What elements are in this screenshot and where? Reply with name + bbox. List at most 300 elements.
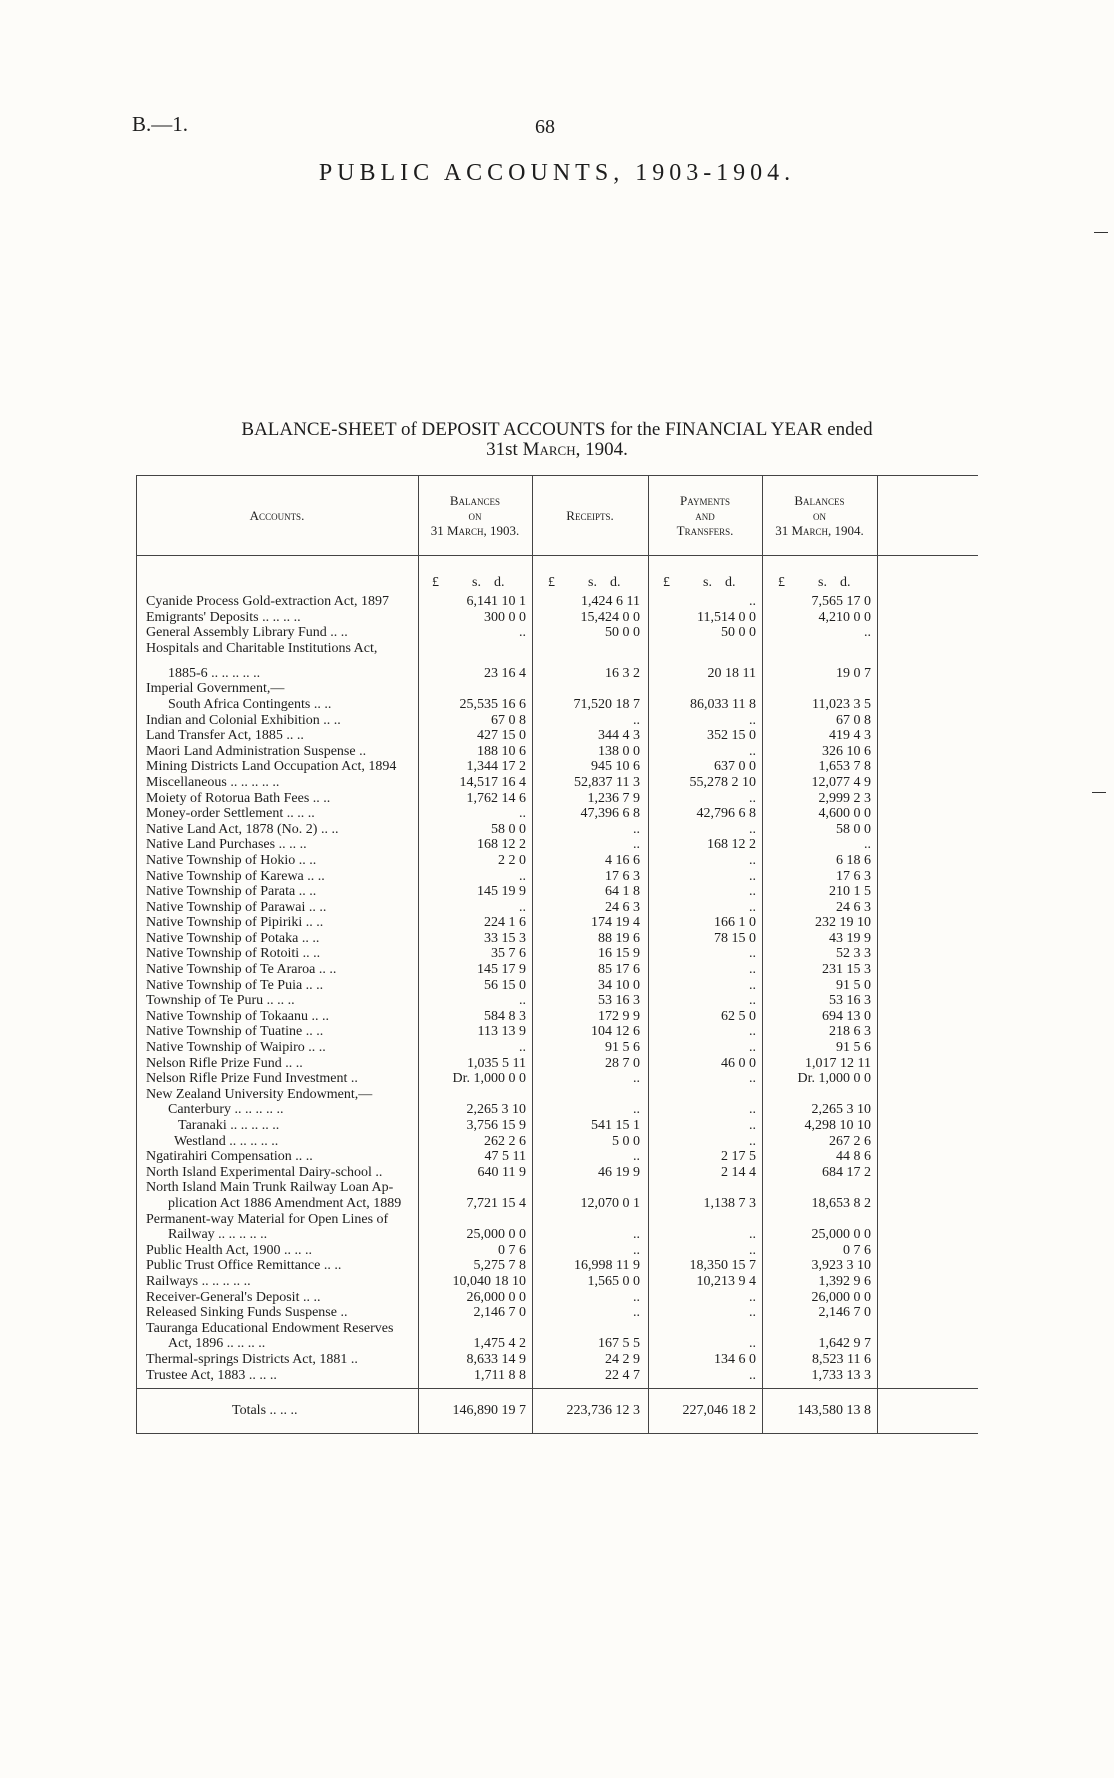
payments-cell: 42,796 6 8 — [696, 806, 756, 822]
payments-cell: .. — [749, 1305, 756, 1321]
header-line: Balances — [449, 492, 501, 508]
account-label: Native Township of Tokaanu .. .. — [146, 1008, 329, 1024]
balance-1904-cell: 684 17 2 — [822, 1164, 871, 1180]
page-number: 68 — [535, 116, 555, 138]
payments-cell: .. — [749, 594, 756, 609]
receipts-cell: 17 6 3 — [605, 868, 640, 884]
receipts-cell: 945 10 6 — [591, 759, 640, 775]
account-label: Native Township of Hokio .. .. — [146, 852, 317, 868]
unit-label: s. — [818, 575, 827, 590]
balance-1904-cell: 7,565 17 0 — [811, 594, 871, 609]
receipts-cell: .. — [633, 1242, 640, 1258]
sheet-title-line2 — [0, 440, 1114, 460]
payments-cell: .. — [749, 821, 756, 837]
account-label: North Island Main Trunk Railway Loan Ap- — [146, 1180, 394, 1196]
balance-1903-cell: 640 11 9 — [477, 1164, 526, 1180]
balance-1903-cell: 145 17 9 — [477, 962, 526, 978]
balance-1904-cell: 3,923 3 10 — [811, 1258, 871, 1274]
table-row — [136, 1102, 978, 1118]
balance-1903-cell: 2 2 0 — [498, 852, 526, 868]
payments-cell: .. — [749, 1289, 756, 1305]
payments-cell: .. — [749, 852, 756, 868]
payments-cell: .. — [749, 1133, 756, 1149]
balance-1904-cell: 694 13 0 — [822, 1008, 871, 1024]
page-title: PUBLIC ACCOUNTS, 1903-1904. — [318, 160, 796, 186]
payments-cell: 78 15 0 — [714, 930, 756, 946]
table-row — [136, 1165, 978, 1181]
receipts-cell: 16 3 2 — [605, 665, 640, 681]
balance-1904-cell: 8,523 11 6 — [812, 1351, 871, 1367]
balance-1903-cell: 427 15 0 — [477, 728, 526, 744]
payments-cell: .. — [749, 868, 756, 884]
account-label: Permanent-way Material for Open Lines of — [146, 1211, 389, 1227]
receipts-cell: .. — [633, 821, 640, 837]
payments-cell: 46 0 0 — [721, 1055, 756, 1071]
balance-1904-cell: 2,146 7 0 — [818, 1305, 871, 1321]
account-label: Miscellaneous .. .. .. .. .. — [146, 774, 280, 790]
receipts-cell: .. — [633, 1149, 640, 1165]
balance-1903-cell: 33 15 3 — [484, 930, 526, 946]
account-label: Public Health Act, 1900 .. .. .. — [146, 1242, 313, 1258]
payments-cell: 2 17 5 — [721, 1149, 756, 1165]
balance-1903-cell: 23 16 4 — [484, 665, 526, 681]
payments-cell: 1,138 7 3 — [703, 1195, 756, 1211]
balance-1903-cell: 1,035 5 11 — [467, 1055, 526, 1071]
account-label: Native Township of Pipiriki .. .. — [146, 915, 324, 931]
account-label: Nelson Rifle Prize Fund .. .. — [146, 1055, 303, 1071]
account-label: 1885-6 .. .. .. .. .. — [168, 665, 261, 681]
account-label: plication Act 1886 Amendment Act, 1889 — [168, 1195, 402, 1211]
table-row — [136, 1274, 978, 1290]
payments-cell: 2 14 4 — [721, 1164, 756, 1180]
receipts-cell: 53 16 3 — [598, 993, 640, 1009]
sheet-title-date-prefix: 31st — [486, 439, 518, 460]
balance-1903-cell: .. — [519, 1040, 526, 1056]
balance-1904-cell: 4,210 0 0 — [818, 609, 871, 625]
balance-1904-cell: 1,642 9 7 — [818, 1336, 871, 1352]
balance-1903-cell: 67 0 8 — [491, 712, 526, 728]
account-label: Thermal-springs Districts Act, 1881 .. — [146, 1351, 358, 1367]
receipts-cell: 16 15 9 — [598, 946, 640, 962]
balance-1903-cell: 1,711 8 8 — [474, 1367, 526, 1383]
unit-label: £ — [663, 575, 670, 590]
receipts-cell: 1,565 0 0 — [587, 1273, 640, 1289]
receipts-cell: .. — [633, 712, 640, 728]
table-row — [136, 656, 978, 681]
balance-1904-cell: 419 4 3 — [829, 728, 871, 744]
receipts-cell: 16,998 11 9 — [574, 1258, 640, 1274]
receipts-cell: 104 12 6 — [591, 1024, 640, 1040]
header-line: on — [468, 507, 482, 523]
receipts-cell: 172 9 9 — [598, 1008, 640, 1024]
balance-1903-cell: .. — [519, 868, 526, 884]
account-label: Moiety of Rotorua Bath Fees .. .. — [146, 790, 331, 806]
margin-mark — [1092, 792, 1106, 793]
receipts-cell: .. — [633, 1289, 640, 1305]
balance-1904-cell: .. — [864, 837, 871, 853]
table-row — [136, 1305, 978, 1321]
sheet-title-date-suffix: , 1904. — [575, 439, 628, 460]
balance-1903-cell: 3,756 15 9 — [466, 1118, 526, 1133]
account-label: Native Land Act, 1878 (No. 2) .. .. — [146, 821, 339, 837]
account-rows — [136, 594, 978, 1383]
table-row — [136, 728, 978, 744]
account-label: Mining Districts Land Occupation Act, 1894 — [146, 759, 397, 775]
header-balances-1904 — [762, 475, 877, 555]
account-label: Taranaki .. .. .. .. .. — [178, 1118, 280, 1133]
balance-1903-cell: 2,265 3 10 — [466, 1102, 526, 1118]
payments-cell: 352 15 0 — [707, 728, 756, 744]
receipts-cell: 174 19 4 — [591, 915, 640, 931]
payments-cell: 10,213 9 4 — [696, 1273, 756, 1289]
balance-1903-cell: .. — [519, 625, 526, 641]
table-row — [136, 1258, 978, 1274]
balance-1904-cell: 1,653 7 8 — [818, 759, 871, 775]
header-balances-1903 — [418, 475, 532, 555]
balance-1904-cell: 53 16 3 — [829, 993, 871, 1009]
header-line: Transfers. — [676, 522, 734, 538]
balance-1904-cell: 4,298 10 10 — [804, 1118, 871, 1133]
balance-1903-cell: .. — [519, 899, 526, 915]
payments-cell: 62 5 0 — [721, 1008, 756, 1024]
account-label: Imperial Government,— — [146, 681, 285, 697]
table-row — [136, 1368, 978, 1384]
unit-label: £ — [548, 575, 555, 590]
balance-1904-cell: 19 0 7 — [836, 665, 871, 681]
table-row — [136, 884, 978, 900]
payments-cell: 134 6 0 — [714, 1351, 756, 1367]
balance-1904-cell: 91 5 6 — [836, 1040, 871, 1056]
receipts-cell: 22 4 7 — [605, 1367, 640, 1383]
payments-cell: .. — [749, 1024, 756, 1040]
receipts-cell: 1,236 7 9 — [587, 790, 640, 806]
sheet-title-month: March — [522, 439, 576, 460]
table-row — [136, 915, 978, 931]
balance-1903-cell: 262 2 6 — [484, 1133, 526, 1149]
payments-cell: .. — [749, 1040, 756, 1056]
table-row — [136, 806, 978, 822]
balance-1904-cell: 326 10 6 — [822, 743, 871, 759]
table-row — [136, 978, 978, 994]
balance-1904-cell: 2,265 3 10 — [811, 1102, 871, 1118]
balance-1903-cell: 145 19 9 — [477, 884, 526, 900]
receipts-cell: 5 0 0 — [612, 1133, 640, 1149]
receipts-cell: 34 10 0 — [598, 977, 640, 993]
balance-sheet-table — [136, 475, 978, 1435]
payments-cell: .. — [749, 1071, 756, 1087]
balance-1904-cell: 91 5 0 — [836, 977, 871, 993]
balance-1903-cell: 224 1 6 — [484, 915, 526, 931]
total-payments: 227,046 18 2 — [682, 1403, 756, 1418]
balance-1903-cell: 113 13 9 — [477, 1024, 526, 1040]
receipts-cell: .. — [633, 837, 640, 853]
margin-mark — [1094, 232, 1108, 233]
table-row — [136, 993, 978, 1009]
receipts-cell: 15,424 0 0 — [580, 609, 640, 625]
table-row — [136, 681, 978, 697]
balance-1903-cell: Dr. 1,000 0 0 — [452, 1071, 526, 1087]
receipts-cell: 50 0 0 — [605, 625, 640, 641]
account-label: Native Township of Tuatine .. .. — [146, 1024, 324, 1040]
header-line: and — [695, 507, 715, 523]
table-row — [136, 697, 978, 713]
account-label: South Africa Contingents .. .. — [168, 696, 332, 712]
balance-1904-cell: 25,000 0 0 — [811, 1227, 871, 1243]
table-row — [136, 1024, 978, 1040]
totals-top-rule — [136, 1388, 978, 1389]
payments-cell: 168 12 2 — [707, 837, 756, 853]
account-label: Public Trust Office Remittance .. .. — [146, 1258, 342, 1274]
payments-cell: .. — [749, 1227, 756, 1243]
table-row — [136, 946, 978, 962]
table-row — [136, 713, 978, 729]
unit-label: s. — [472, 575, 481, 590]
table-row — [136, 1336, 978, 1352]
table-row — [136, 1227, 978, 1243]
balance-1903-cell: 300 0 0 — [484, 609, 526, 625]
table-row — [136, 931, 978, 947]
payments-cell: .. — [749, 962, 756, 978]
table-row — [136, 791, 978, 807]
balance-1904-cell: 2,999 2 3 — [818, 790, 871, 806]
header-payments — [648, 475, 762, 555]
payments-cell: .. — [749, 977, 756, 993]
balance-1903-cell: .. — [519, 806, 526, 822]
balance-1903-cell: 188 10 6 — [477, 743, 526, 759]
payments-cell: 50 0 0 — [721, 625, 756, 641]
balance-1904-cell: 67 0 8 — [836, 712, 871, 728]
receipts-cell: 4 16 6 — [605, 852, 640, 868]
balance-1904-cell: Dr. 1,000 0 0 — [797, 1071, 871, 1087]
balance-1903-cell: 26,000 0 0 — [466, 1289, 526, 1305]
balance-1904-cell: 52 3 3 — [836, 946, 871, 962]
account-label: Native Township of Te Araroa .. .. — [146, 962, 337, 978]
payments-cell: .. — [749, 899, 756, 915]
receipts-cell: 88 19 6 — [598, 930, 640, 946]
balance-1904-cell: 4,600 0 0 — [818, 806, 871, 822]
receipts-cell: 47,396 6 8 — [580, 806, 640, 822]
account-label: Indian and Colonial Exhibition .. .. — [146, 712, 341, 728]
balance-1904-cell: 6 18 6 — [836, 852, 871, 868]
table-row — [136, 610, 978, 626]
receipts-cell: .. — [633, 1227, 640, 1243]
table-row — [136, 1009, 978, 1025]
balance-1903-cell: 8,633 14 9 — [466, 1351, 526, 1367]
account-label: Native Land Purchases .. .. .. — [146, 837, 307, 853]
table-row — [136, 1212, 978, 1228]
account-label: Cyanide Process Gold-extraction Act, 1897 — [146, 594, 390, 609]
account-label: Westland .. .. .. .. .. — [174, 1133, 279, 1149]
receipts-cell: 167 5 5 — [598, 1336, 640, 1352]
account-label: Maori Land Administration Suspense .. — [146, 743, 367, 759]
payments-cell: .. — [749, 743, 756, 759]
table-row — [136, 1087, 978, 1103]
balance-1904-cell: 218 6 3 — [829, 1024, 871, 1040]
balance-1904-cell: 231 15 3 — [822, 962, 871, 978]
table-row — [136, 1071, 978, 1087]
sheet-title — [0, 420, 1114, 460]
table-row — [136, 853, 978, 869]
table-row — [136, 1149, 978, 1165]
receipts-cell: .. — [633, 1071, 640, 1087]
receipts-cell: 64 1 8 — [605, 884, 640, 900]
receipts-cell: 24 6 3 — [605, 899, 640, 915]
account-label: Nelson Rifle Prize Fund Investment .. — [146, 1071, 358, 1087]
balance-1903-cell: 1,762 14 6 — [466, 790, 526, 806]
balance-1904-cell: 18,653 8 2 — [811, 1195, 871, 1211]
account-label: Native Township of Rotoiti .. .. — [146, 946, 321, 962]
balance-1904-cell: 58 0 0 — [836, 821, 871, 837]
balance-1904-cell: 44 8 6 — [836, 1149, 871, 1165]
account-label: Receiver-General's Deposit .. .. — [146, 1289, 321, 1305]
receipts-cell: 91 5 6 — [605, 1040, 640, 1056]
table-row — [136, 1243, 978, 1259]
account-label: Canterbury .. .. .. .. .. — [168, 1102, 284, 1118]
balance-1904-cell: 12,077 4 9 — [811, 774, 871, 790]
table-row — [136, 1196, 978, 1212]
payments-cell: 637 0 0 — [714, 759, 756, 775]
balance-1904-cell: 24 6 3 — [836, 899, 871, 915]
table-row — [136, 962, 978, 978]
unit-label: d. — [840, 575, 851, 590]
account-label: Native Township of Parata .. .. — [146, 884, 317, 900]
payments-cell: .. — [749, 1102, 756, 1118]
payments-cell: .. — [749, 1367, 756, 1383]
balance-1903-cell: 58 0 0 — [491, 821, 526, 837]
table-row — [136, 1321, 978, 1337]
account-label: Native Township of Waipiro .. .. — [146, 1040, 326, 1056]
table-bottom-rule — [136, 1433, 978, 1434]
receipts-cell: 46 19 9 — [598, 1164, 640, 1180]
receipts-cell: 344 4 3 — [598, 728, 640, 744]
account-label: Hospitals and Charitable Institutions Act, — [146, 640, 378, 656]
payments-cell: 86,033 11 8 — [690, 696, 756, 712]
payments-cell: 18,350 15 7 — [689, 1258, 756, 1274]
table-row — [136, 900, 978, 916]
account-label: Railway .. .. .. .. .. — [168, 1227, 268, 1243]
balance-1903-cell: 7,721 15 4 — [466, 1195, 526, 1211]
table-row — [136, 775, 978, 791]
table-row — [136, 1134, 978, 1150]
account-label: Tauranga Educational Endowment Reserves — [146, 1320, 394, 1336]
receipts-cell: 28 7 0 — [605, 1055, 640, 1071]
total-balances-1904: 143,580 13 8 — [797, 1403, 871, 1418]
table-row — [136, 744, 978, 760]
receipts-cell: 52,837 11 3 — [574, 774, 640, 790]
account-label: Native Township of Te Puia .. .. — [146, 977, 324, 993]
account-label: Released Sinking Funds Suspense .. — [146, 1305, 348, 1321]
balance-1903-cell: 47 5 11 — [484, 1149, 526, 1165]
balance-1903-cell: 1,475 4 2 — [473, 1336, 526, 1352]
balance-1903-cell: 5,275 7 8 — [473, 1258, 526, 1274]
table-row — [136, 641, 978, 657]
payments-cell: .. — [749, 946, 756, 962]
table-row — [136, 1352, 978, 1368]
payments-cell: .. — [749, 993, 756, 1009]
receipts-cell: 24 2 9 — [605, 1351, 640, 1367]
table-row — [136, 1290, 978, 1306]
account-label: New Zealand University Endowment,— — [146, 1086, 373, 1102]
balance-1904-cell: 232 19 10 — [815, 915, 871, 931]
payments-cell: 166 1 0 — [714, 915, 756, 931]
balance-1904-cell: 267 2 6 — [829, 1133, 871, 1149]
page-reference: B.—1. — [132, 112, 189, 136]
balance-1903-cell: 25,000 0 0 — [466, 1227, 526, 1243]
table-row — [136, 625, 978, 641]
unit-label: d. — [725, 575, 736, 590]
balance-1904-cell: 1,392 9 6 — [818, 1273, 871, 1289]
account-label: General Assembly Library Fund .. .. — [146, 625, 348, 641]
header-line: 31 March, 1903. — [430, 522, 520, 538]
payments-cell: .. — [749, 1336, 756, 1352]
account-label: Railways .. .. .. .. .. — [146, 1273, 251, 1289]
payments-cell: .. — [749, 1242, 756, 1258]
payments-cell: 11,514 0 0 — [697, 609, 756, 625]
balance-1903-cell: 10,040 18 10 — [452, 1273, 526, 1289]
balance-1904-cell: 43 19 9 — [829, 930, 871, 946]
payments-cell: .. — [749, 1118, 756, 1133]
table-row — [136, 869, 978, 885]
receipts-cell: .. — [633, 1102, 640, 1118]
header-line: Balances — [794, 492, 845, 508]
account-label: Ngatirahiri Compensation .. .. — [146, 1149, 313, 1165]
receipts-cell: 1,424 6 11 — [581, 594, 640, 609]
payments-cell: .. — [749, 884, 756, 900]
unit-label: s. — [703, 575, 712, 590]
balance-1903-cell: 168 12 2 — [477, 837, 526, 853]
balance-1904-cell: .. — [864, 625, 871, 641]
receipts-cell: 541 15 1 — [591, 1118, 640, 1133]
table-row — [136, 822, 978, 838]
payments-cell: .. — [749, 712, 756, 728]
account-label: Land Transfer Act, 1885 .. .. — [146, 728, 304, 744]
table-row — [136, 594, 978, 610]
account-label: Money-order Settlement .. .. .. — [146, 806, 315, 822]
totals-label: Totals .. .. .. — [232, 1403, 298, 1418]
sheet-title-line1: BALANCE-SHEET of DEPOSIT ACCOUNTS for the FINANCIAL YEAR ended — [241, 419, 873, 440]
unit-label: d. — [494, 575, 505, 590]
balance-1903-cell: 25,535 16 6 — [459, 696, 526, 712]
balance-1903-cell: 14,517 16 4 — [459, 774, 526, 790]
account-label: Native Township of Potaka .. .. — [146, 930, 320, 946]
unit-label: £ — [432, 575, 439, 590]
table-row — [136, 1180, 978, 1196]
total-balances-1903: 146,890 19 7 — [452, 1403, 526, 1418]
receipts-cell: 71,520 18 7 — [573, 696, 640, 712]
balance-1903-cell: 2,146 7 0 — [473, 1305, 526, 1321]
account-label: Township of Te Puru .. .. .. — [146, 993, 295, 1009]
receipts-cell: 138 0 0 — [598, 743, 640, 759]
header-line: on — [812, 507, 826, 523]
unit-label: d. — [610, 575, 621, 590]
unit-label: £ — [778, 575, 785, 590]
balance-1904-cell: 0 7 6 — [843, 1242, 871, 1258]
balance-1903-cell: 56 15 0 — [484, 977, 526, 993]
balance-1904-cell: 11,023 3 5 — [812, 696, 871, 712]
header-accounts: Accounts. — [249, 507, 305, 523]
table-row — [136, 1040, 978, 1056]
balance-1903-cell: 35 7 6 — [491, 946, 526, 962]
receipts-cell: 12,070 0 1 — [580, 1195, 640, 1211]
account-label: Trustee Act, 1883 .. .. .. — [146, 1367, 277, 1383]
payments-cell: 55,278 2 10 — [689, 774, 756, 790]
balance-1904-cell: 26,000 0 0 — [811, 1289, 871, 1305]
table-row — [136, 759, 978, 775]
unit-label: s. — [588, 575, 597, 590]
account-label: Emigrants' Deposits .. .. .. .. — [146, 609, 301, 625]
balance-1903-cell: 0 7 6 — [498, 1242, 526, 1258]
balance-1903-cell: 6,141 10 1 — [466, 594, 526, 609]
